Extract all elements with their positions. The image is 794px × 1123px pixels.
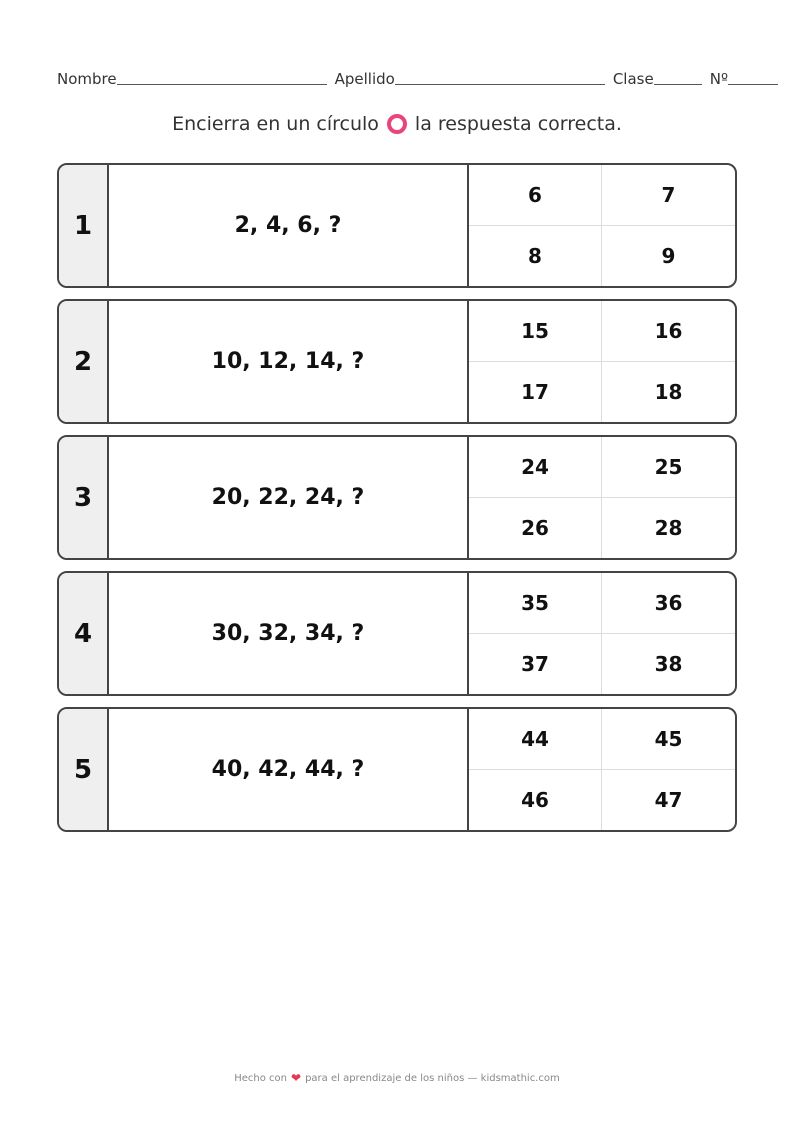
problem-number: 2	[59, 301, 109, 422]
answer-option[interactable]: 44	[469, 709, 602, 770]
answer-option[interactable]: 36	[602, 573, 735, 634]
footer-text-before: Hecho con	[234, 1072, 288, 1084]
student-info-header	[57, 68, 777, 88]
name-field[interactable]	[57, 70, 327, 88]
problem-sequence: 40, 42, 44, ?	[109, 709, 469, 830]
instructions-text-before: Encierra en un círculo	[172, 113, 379, 135]
surname-field[interactable]	[335, 70, 605, 88]
answer-option[interactable]: 26	[469, 498, 602, 559]
answer-option[interactable]: 9	[661, 243, 676, 268]
surname-line[interactable]	[395, 72, 605, 85]
class-line[interactable]	[654, 72, 702, 85]
answer-option[interactable]: 17	[469, 362, 602, 423]
problem-list	[57, 163, 737, 843]
circle-ring-icon	[387, 114, 407, 134]
answer-option[interactable]: 47	[654, 787, 683, 812]
class-field[interactable]	[613, 70, 702, 88]
problem-sequence: 2, 4, 6, ?	[109, 165, 469, 286]
answer-option[interactable]: 6	[469, 165, 602, 226]
answer-option[interactable]: 37	[469, 634, 602, 695]
name-label: Nombre	[57, 70, 117, 88]
footer	[0, 1071, 794, 1085]
problem-card	[57, 299, 737, 424]
answer-option[interactable]: 8	[469, 226, 602, 287]
problem-card	[57, 707, 737, 832]
problem-sequence: 30, 32, 34, ?	[109, 573, 469, 694]
answer-options	[469, 437, 735, 558]
name-line[interactable]	[117, 72, 327, 85]
answer-options	[469, 301, 735, 422]
instructions-text-after: la respuesta correcta.	[414, 113, 622, 135]
instructions	[0, 113, 794, 135]
problem-number: 1	[59, 165, 109, 286]
problem-number: 3	[59, 437, 109, 558]
number-label: Nº	[709, 70, 729, 88]
heart-icon: ❤	[291, 1071, 302, 1085]
answer-option[interactable]: 18	[654, 379, 683, 404]
answer-options	[469, 709, 735, 830]
answer-option[interactable]: 24	[469, 437, 602, 498]
answer-option[interactable]: 15	[469, 301, 602, 362]
problem-card	[57, 571, 737, 696]
answer-options	[469, 573, 735, 694]
surname-label: Apellido	[334, 70, 395, 88]
answer-option[interactable]: 16	[602, 301, 735, 362]
problem-card	[57, 435, 737, 560]
problem-card	[57, 163, 737, 288]
problem-number: 5	[59, 709, 109, 830]
answer-option[interactable]: 35	[469, 573, 602, 634]
number-line[interactable]	[728, 72, 778, 85]
answer-option[interactable]: 38	[654, 651, 683, 676]
answer-option[interactable]: 7	[602, 165, 735, 226]
class-label: Clase	[612, 70, 654, 88]
answer-option[interactable]: 46	[469, 770, 602, 831]
answer-option[interactable]: 45	[602, 709, 735, 770]
number-field[interactable]	[710, 70, 778, 88]
footer-text-after: para el aprendizaje de los niños — kidsmathic.com	[305, 1072, 560, 1084]
problem-number: 4	[59, 573, 109, 694]
answer-option[interactable]: 25	[602, 437, 735, 498]
problem-sequence: 10, 12, 14, ?	[109, 301, 469, 422]
answer-options	[469, 165, 735, 286]
problem-sequence: 20, 22, 24, ?	[109, 437, 469, 558]
answer-option[interactable]: 28	[654, 515, 683, 540]
